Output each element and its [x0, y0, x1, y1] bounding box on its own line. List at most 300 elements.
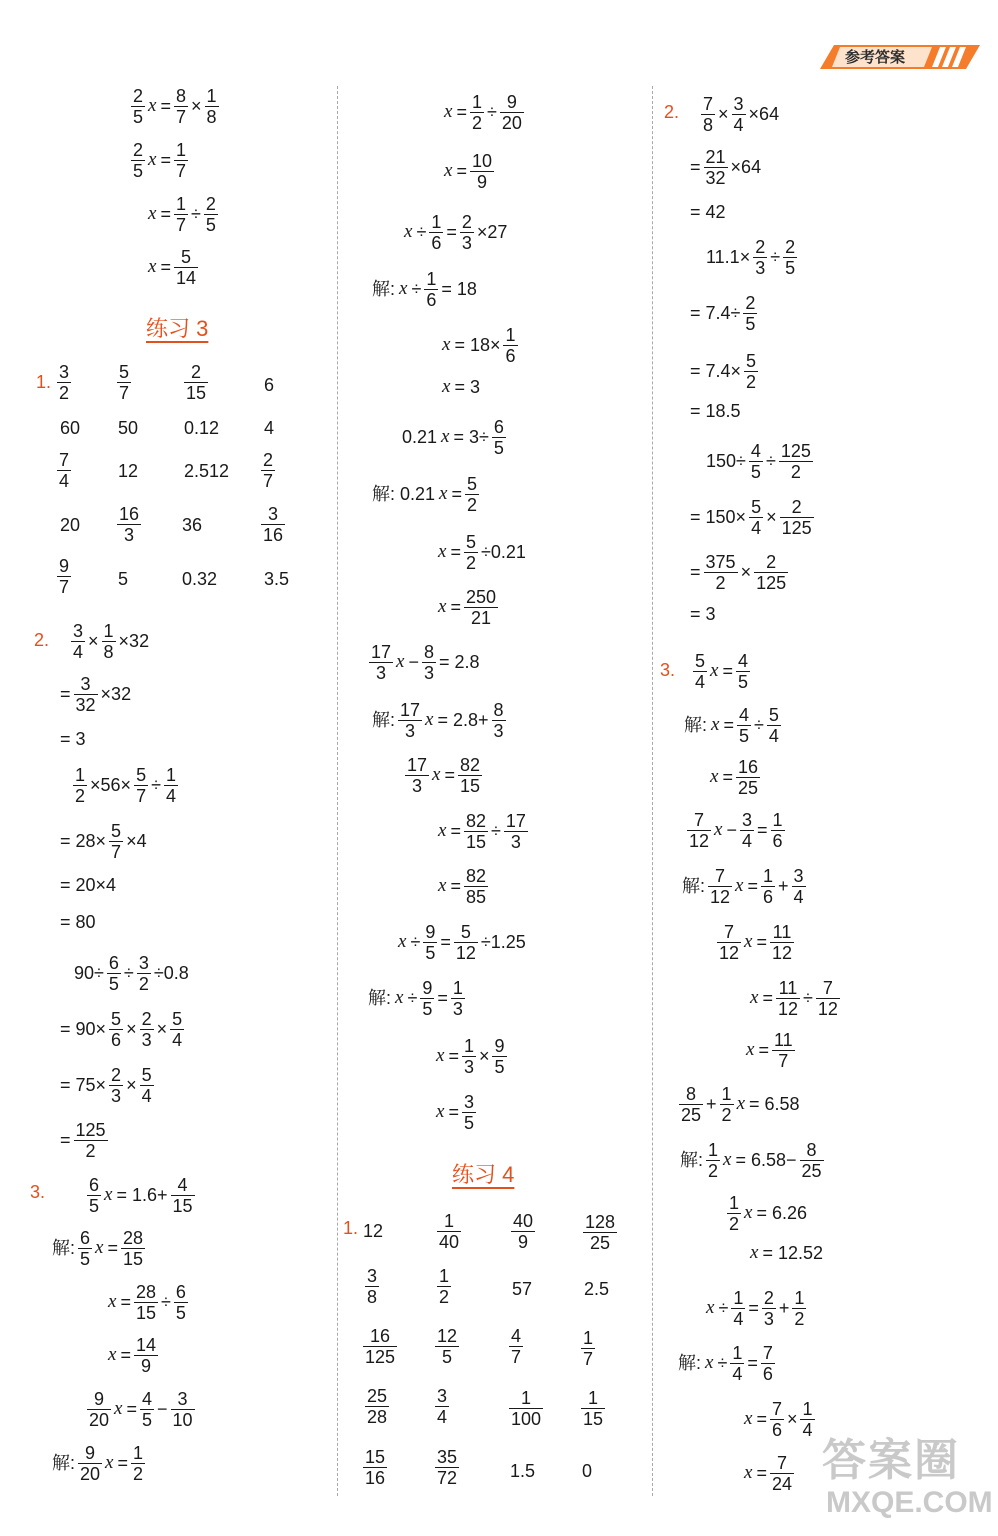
fraction-denominator: 6	[762, 1363, 773, 1384]
math-text: =	[757, 820, 768, 840]
math-text: 6	[264, 374, 275, 395]
fraction-numerator: 2	[745, 292, 756, 313]
section-title: 练习 4	[452, 1162, 515, 1187]
math-line	[58, 1065, 155, 1106]
math-line	[688, 401, 743, 420]
fraction-denominator: 7	[136, 785, 147, 806]
math-text: 90÷	[74, 963, 104, 983]
fraction	[464, 532, 478, 573]
fraction	[816, 978, 840, 1019]
fraction-denominator: 25	[583, 1232, 617, 1253]
fraction	[205, 86, 219, 127]
fraction-denominator: 3	[117, 524, 141, 545]
math-text: =	[756, 1463, 767, 1483]
fraction-numerator: 4	[737, 650, 748, 671]
fraction-numerator: 16	[737, 756, 758, 777]
fraction-numerator: 1	[103, 620, 114, 641]
fraction-numerator: 3	[59, 361, 70, 382]
math-line	[704, 237, 798, 278]
fraction-denominator: 4	[733, 1308, 744, 1329]
fraction	[464, 866, 488, 907]
fraction-denominator: 5	[133, 160, 144, 181]
fraction	[422, 642, 436, 683]
math-text: 11.1×	[706, 247, 751, 267]
fraction-numerator: 11	[773, 1029, 793, 1050]
fraction-numerator: 250	[465, 586, 496, 607]
math-text: =	[722, 661, 733, 681]
math-text: =	[107, 1238, 118, 1258]
math-text: =	[756, 932, 767, 952]
math-line	[106, 1282, 189, 1323]
problem-number: 3.	[30, 1182, 46, 1202]
fraction-denominator: 6	[505, 345, 516, 366]
fraction	[458, 755, 482, 796]
fraction	[398, 700, 422, 741]
watermark-logo: 答案圈	[822, 1436, 960, 1485]
fraction-denominator: 125	[365, 1346, 396, 1367]
variable-x: x	[750, 987, 759, 1008]
fraction-numerator: 16	[370, 1325, 391, 1346]
fraction	[117, 504, 141, 545]
variable-x: x	[398, 931, 407, 952]
fraction-numerator: 11	[772, 921, 792, 942]
fraction	[423, 922, 437, 963]
math-text: =	[758, 1040, 769, 1060]
fraction-denominator: 5	[785, 257, 796, 278]
math-line	[262, 418, 276, 437]
math-text: =	[456, 161, 467, 181]
fraction	[753, 237, 767, 278]
math-text: ×	[786, 1409, 798, 1429]
math-text: =	[456, 102, 467, 122]
fraction-denominator: 3	[763, 1308, 774, 1329]
fraction-denominator: 12	[455, 942, 476, 963]
variable-x: x	[711, 714, 720, 735]
math-text: 0	[582, 1460, 593, 1481]
fraction	[704, 147, 728, 188]
math-text: 12	[363, 1220, 384, 1241]
math-line	[72, 953, 191, 994]
fraction	[363, 1447, 387, 1488]
fraction-numerator: 6	[89, 1174, 100, 1195]
variable-x: x	[444, 160, 453, 181]
variable-x: x	[108, 1344, 117, 1365]
math-line	[688, 497, 815, 538]
fraction	[71, 621, 85, 662]
math-text: ×64	[748, 104, 780, 124]
fraction-numerator: 7	[771, 1398, 782, 1419]
fraction-numerator: 3	[793, 865, 804, 886]
math-line	[582, 1212, 618, 1253]
fraction-denominator: 6	[763, 886, 774, 907]
fraction	[731, 1288, 745, 1329]
math-text: −	[408, 652, 419, 672]
fraction-denominator: 9	[511, 1231, 535, 1252]
math-line	[362, 1447, 388, 1488]
math-line	[50, 1443, 146, 1484]
math-text: ×32	[100, 684, 132, 704]
fraction-numerator: 1	[444, 1210, 455, 1231]
fraction	[509, 1388, 543, 1429]
fraction-numerator: 1	[583, 1327, 594, 1348]
math-text: = 7.4×	[690, 361, 742, 381]
math-text: =	[450, 542, 461, 562]
fraction-numerator: 2	[791, 496, 802, 517]
math-text: =	[60, 1130, 71, 1150]
math-line	[704, 1288, 807, 1329]
fraction-denominator: 12	[719, 942, 740, 963]
fraction-denominator: 7	[111, 841, 122, 862]
fraction	[581, 1328, 595, 1369]
fraction	[164, 765, 178, 806]
variable-x: x	[396, 651, 405, 672]
fraction	[749, 497, 763, 538]
math-text: = 150×	[690, 507, 747, 527]
fraction-numerator: 2	[133, 85, 144, 106]
math-text: ×	[88, 631, 99, 651]
math-text: = 3	[454, 376, 480, 397]
math-line	[58, 418, 82, 437]
fraction-denominator: 3	[405, 775, 429, 796]
fraction	[800, 1140, 824, 1181]
fraction	[730, 1343, 744, 1384]
math-text: ÷	[765, 451, 776, 471]
fraction	[87, 1175, 101, 1216]
math-text: 12	[118, 460, 139, 481]
fraction-denominator: 2	[75, 785, 86, 806]
fraction-denominator: 20	[80, 1463, 101, 1484]
fraction	[708, 866, 732, 907]
fraction	[503, 325, 517, 366]
fraction-denominator: 125	[781, 517, 812, 538]
math-text: 0.21	[402, 427, 438, 447]
math-text: 36	[182, 514, 203, 535]
fraction	[770, 922, 794, 963]
math-text: +	[778, 876, 789, 896]
fraction	[737, 705, 751, 746]
fraction-numerator: 1	[521, 1387, 532, 1408]
variable-x: x	[148, 95, 157, 116]
math-text: ÷	[190, 204, 201, 224]
fraction-numerator: 82	[465, 865, 486, 886]
math-text: 5	[118, 568, 129, 589]
math-line	[130, 86, 220, 127]
fraction-denominator: 12	[710, 886, 731, 907]
header-label: 参考答案	[845, 49, 906, 66]
fraction	[184, 362, 208, 403]
fraction-numerator: 5	[180, 246, 191, 267]
column-divider-right	[652, 86, 653, 1496]
fraction-numerator: 3	[437, 1385, 448, 1406]
variable-x: x	[148, 256, 157, 277]
fraction-numerator: 9	[94, 1388, 105, 1409]
fraction	[170, 1009, 184, 1050]
variable-x: x	[425, 709, 434, 730]
fraction-numerator: 2	[191, 361, 202, 382]
fraction-numerator: 4	[511, 1325, 522, 1346]
math-text: +	[706, 1094, 717, 1114]
math-line	[106, 1335, 159, 1376]
fraction-numerator: 1	[721, 1083, 732, 1104]
fraction-numerator: 2	[763, 1287, 774, 1308]
fraction-numerator: 1	[708, 1139, 719, 1160]
fraction-numerator: 7	[762, 1342, 773, 1363]
math-line	[742, 1453, 795, 1494]
fraction-denominator: 7	[772, 1050, 795, 1071]
fraction-numerator: 3	[367, 1265, 378, 1286]
math-line	[434, 1326, 460, 1367]
math-line	[58, 1009, 185, 1050]
fraction-denominator: 2	[138, 973, 149, 994]
section-title: 练习 3	[146, 316, 209, 341]
fraction-denominator: 3	[369, 662, 393, 683]
math-line	[742, 1399, 816, 1440]
fraction-denominator: 15	[122, 1248, 144, 1269]
fraction-numerator: 9	[425, 921, 436, 942]
math-line	[58, 875, 118, 894]
fraction-numerator: 7	[776, 1452, 787, 1473]
fraction-denominator: 15	[135, 1302, 156, 1323]
fraction-denominator: 12	[771, 942, 793, 963]
fraction-denominator: 5	[175, 1302, 186, 1323]
fraction	[762, 1288, 776, 1329]
fraction	[365, 1266, 379, 1307]
math-line	[682, 705, 782, 746]
math-line	[183, 362, 209, 403]
fraction-denominator: 28	[367, 1406, 388, 1427]
math-line	[362, 1326, 398, 1367]
fraction	[779, 441, 813, 482]
math-text: = 18×	[454, 335, 501, 355]
fraction-denominator: 16	[365, 1467, 386, 1488]
math-text: =	[437, 988, 448, 1008]
variable-x: x	[723, 1149, 732, 1170]
fraction	[140, 1009, 154, 1050]
fraction	[736, 651, 750, 692]
fraction-denominator: 8	[103, 641, 114, 662]
math-line	[404, 755, 483, 796]
math-text: =	[450, 876, 461, 896]
fraction-numerator: 1	[733, 1287, 744, 1308]
math-text: ÷	[416, 222, 427, 242]
math-text: ÷	[486, 102, 497, 122]
math-line	[70, 621, 151, 662]
fraction-denominator: 15	[172, 1195, 193, 1216]
math-line	[678, 1084, 802, 1125]
fraction	[134, 765, 148, 806]
fraction-numerator: 5	[172, 1008, 183, 1029]
fraction-numerator: 35	[437, 1446, 458, 1467]
math-text: = 28×	[60, 831, 107, 851]
fraction-denominator: 24	[771, 1473, 792, 1494]
math-line	[700, 94, 781, 135]
math-text: =	[450, 597, 461, 617]
fraction-numerator: 3	[177, 1388, 188, 1409]
fraction-denominator: 6	[771, 1419, 782, 1440]
fraction	[460, 212, 474, 253]
fraction-numerator: 5	[467, 473, 478, 494]
variable-x: x	[710, 660, 719, 681]
fraction-denominator: 3	[755, 257, 766, 278]
fraction-denominator: 25	[801, 1160, 822, 1181]
fraction-numerator: 5	[751, 496, 762, 517]
math-line	[436, 587, 499, 628]
fraction-numerator: 1	[165, 764, 176, 785]
math-line	[72, 765, 179, 806]
fraction	[140, 1389, 154, 1430]
math-line	[436, 866, 489, 907]
fraction-denominator: 2	[794, 1308, 805, 1329]
fraction-numerator: 125	[780, 440, 811, 461]
math-text: = 3	[690, 603, 716, 624]
math-text: =	[723, 715, 734, 735]
fraction-denominator: 5	[494, 1056, 505, 1077]
fraction-numerator: 375	[705, 551, 736, 572]
math-line	[676, 1343, 776, 1384]
math-line	[56, 362, 72, 403]
fraction-numerator: 5	[768, 704, 779, 725]
fraction-denominator: 5	[80, 1248, 91, 1269]
math-line	[260, 504, 286, 545]
fraction-numerator: 2	[133, 139, 144, 160]
fraction-numerator: 1	[206, 85, 217, 106]
math-line	[582, 1279, 611, 1298]
fraction-numerator: 1	[431, 211, 442, 232]
math-line	[180, 569, 219, 588]
fraction-numerator: 25	[367, 1385, 388, 1406]
math-text: =	[451, 484, 462, 504]
fraction-numerator: 4	[177, 1174, 188, 1195]
math-text: ×	[740, 562, 752, 582]
fraction-denominator: 15	[459, 775, 481, 796]
math-text: =	[440, 932, 451, 952]
fraction-denominator: 5	[745, 313, 756, 334]
fraction	[78, 1228, 92, 1269]
fraction-denominator: 5	[425, 942, 436, 963]
math-text: +	[778, 1298, 790, 1318]
fraction-numerator: 4	[141, 1388, 152, 1409]
fraction-numerator: 7	[59, 449, 70, 470]
fraction-numerator: 2	[755, 236, 766, 257]
fraction	[57, 556, 71, 597]
fraction	[137, 953, 151, 994]
fraction-denominator: 5	[737, 671, 748, 692]
fraction-numerator: 17	[407, 754, 428, 775]
math-text: ÷	[151, 775, 161, 795]
fraction	[701, 94, 715, 135]
fraction-numerator: 9	[506, 91, 517, 112]
fraction-denominator: 125	[756, 572, 787, 593]
fraction	[736, 757, 760, 798]
fraction-denominator: 3	[504, 831, 528, 852]
math-text: ÷	[802, 988, 813, 1008]
math-line	[508, 1461, 537, 1480]
math-text: =	[117, 1453, 128, 1473]
fraction-denominator: 6	[772, 830, 783, 851]
math-text: ×	[126, 1075, 137, 1095]
fraction-numerator: 5	[695, 650, 706, 671]
fraction-denominator: 9	[134, 1355, 158, 1376]
problem-number: 2.	[34, 630, 50, 650]
fraction-numerator: 1	[772, 809, 783, 830]
variable-x: x	[744, 1202, 753, 1223]
fraction-denominator: 12	[817, 998, 838, 1019]
math-line	[678, 1140, 825, 1181]
math-text: = 18.5	[690, 400, 741, 421]
fraction-numerator: 1	[452, 977, 463, 998]
variable-x: x	[399, 278, 408, 299]
fraction-numerator: 1	[133, 1442, 144, 1463]
fraction	[771, 810, 785, 851]
math-text: ÷	[490, 821, 501, 841]
fraction-denominator: 2	[465, 552, 476, 573]
math-text: 1.5	[510, 1460, 536, 1481]
math-text: ×32	[118, 631, 150, 651]
fraction	[470, 151, 494, 192]
math-text: = 90×	[60, 1019, 107, 1039]
fraction	[363, 1326, 397, 1367]
math-text: 解:	[368, 988, 392, 1008]
fraction-numerator: 12	[437, 1325, 458, 1346]
fraction	[504, 811, 528, 852]
math-line	[180, 515, 204, 534]
fraction	[720, 1084, 734, 1125]
fraction	[732, 94, 746, 135]
fraction-denominator: 2	[467, 494, 478, 515]
fraction	[134, 1282, 158, 1323]
fraction-denominator: 7	[175, 214, 186, 235]
math-text: ×	[126, 1019, 137, 1039]
variable-x: x	[438, 820, 447, 841]
math-line	[262, 569, 291, 588]
fraction-numerator: 6	[80, 1227, 91, 1248]
fraction-numerator: 1	[426, 268, 437, 289]
math-text: =	[690, 157, 701, 177]
fraction-numerator: 82	[465, 810, 486, 831]
math-text: ÷	[411, 279, 422, 299]
fraction	[74, 674, 98, 715]
math-line	[510, 1279, 534, 1298]
fraction-denominator: 6	[111, 1029, 122, 1050]
variable-x: x	[750, 1241, 759, 1263]
fraction	[174, 194, 188, 235]
math-line	[116, 418, 140, 437]
math-text: = 42	[690, 201, 726, 222]
math-text: = 20×4	[60, 874, 117, 895]
math-text: 解:	[678, 1353, 702, 1373]
fraction-denominator: 4	[793, 886, 804, 907]
math-text: ×	[478, 1046, 490, 1066]
fraction-numerator: 5	[746, 350, 757, 371]
fraction-numerator: 9	[59, 555, 70, 576]
fraction	[109, 1065, 123, 1106]
math-line	[130, 140, 189, 181]
math-text: 解:	[52, 1453, 76, 1473]
math-text: ÷1.25	[480, 932, 526, 952]
fraction-numerator: 5	[465, 531, 476, 552]
math-line	[744, 1030, 796, 1071]
math-text: 解:	[52, 1238, 76, 1258]
variable-x: x	[442, 334, 451, 355]
fraction-denominator: 4	[751, 517, 762, 538]
math-line	[58, 1120, 109, 1161]
math-text: 0.32	[182, 568, 218, 589]
fraction	[687, 810, 711, 851]
fraction-denominator: 4	[741, 830, 752, 851]
fraction	[454, 922, 478, 963]
watermark-url: MXQE.COM	[826, 1486, 993, 1519]
fraction-numerator: 1	[505, 324, 516, 345]
